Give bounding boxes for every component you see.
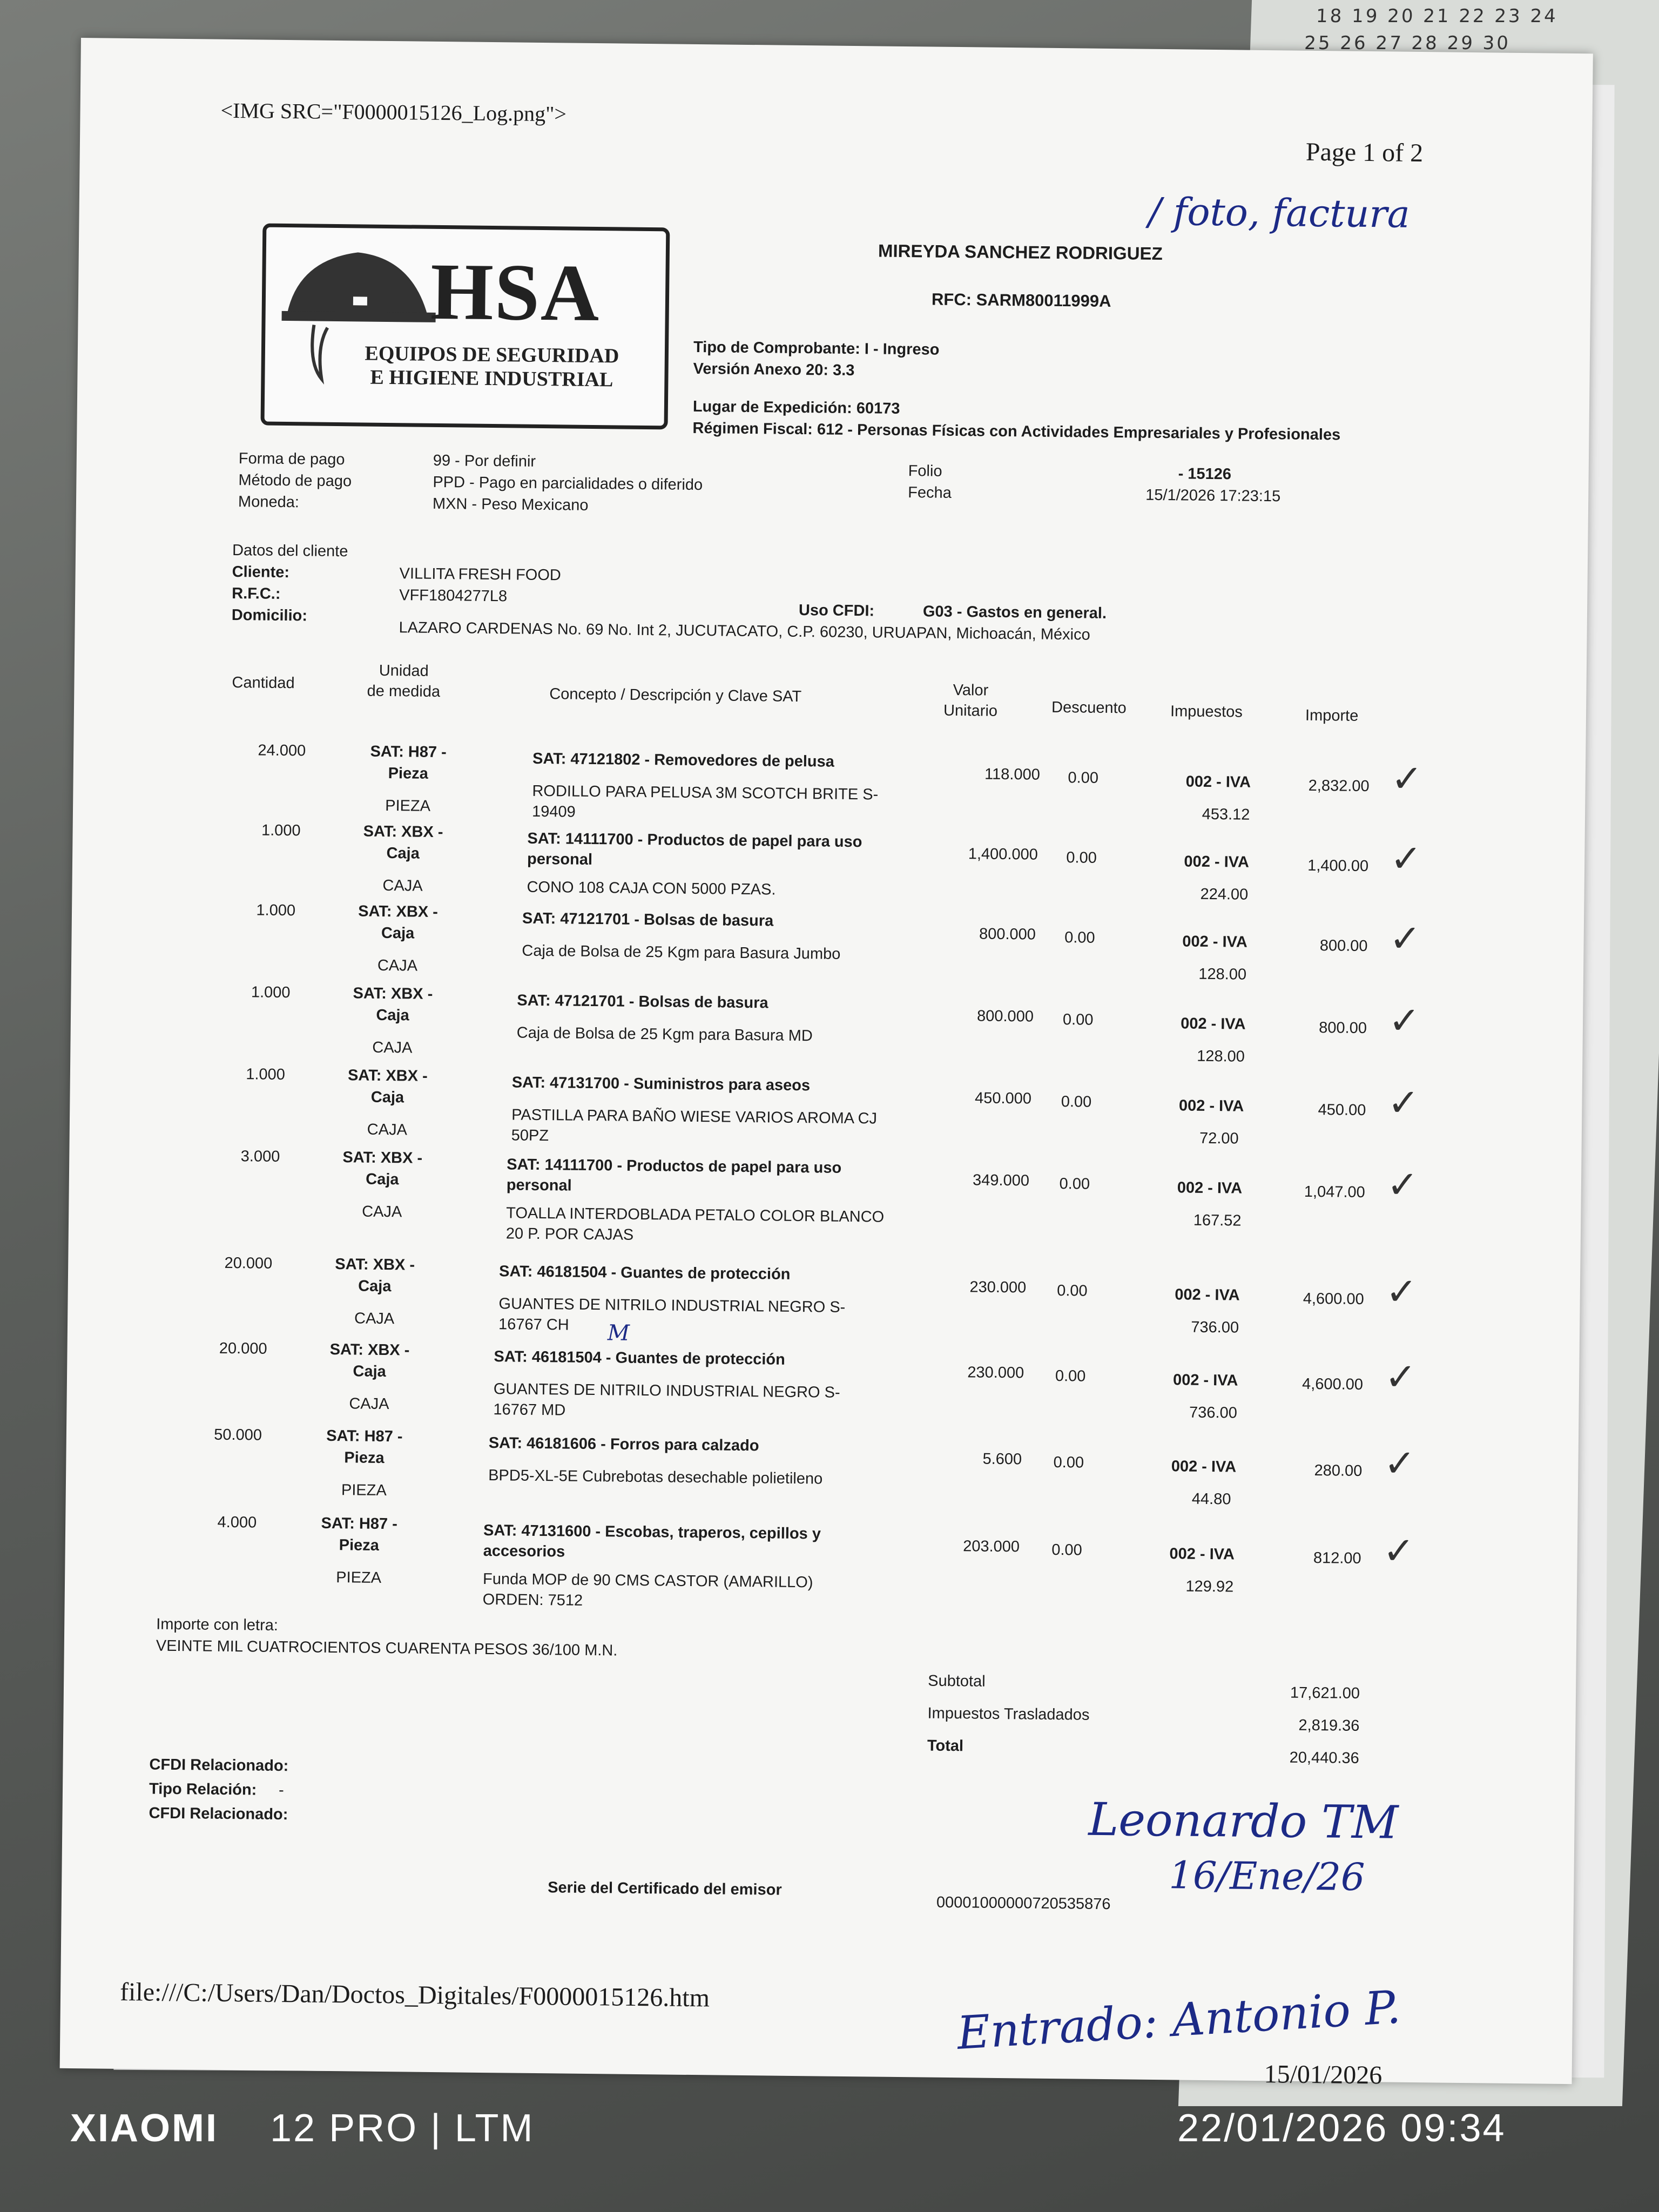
row-description: BPD5-XL-5E Cubrebotas desechable polietileno [488, 1467, 823, 1488]
row-tax: 002 - IVA [1175, 1286, 1240, 1304]
row-unit-price: 1,400.000 [968, 845, 1038, 864]
row-sat-unit: SAT: XBX - [363, 822, 443, 841]
tipo-comprobante: Tipo de Comprobante: I - Ingreso [693, 338, 940, 359]
check-mark-icon: ✓ [1387, 1080, 1420, 1125]
handwritten-signature-name: Leonardo TM [1088, 1792, 1399, 1849]
row-unit-price: 230.000 [967, 1364, 1024, 1382]
subtotal-label: Subtotal [928, 1672, 986, 1690]
row-sat-key: SAT: 47121701 - Bolsas de basura [522, 909, 774, 930]
page-number: Page 1 of 2 [1305, 137, 1424, 168]
row-description: CONO 108 CAJA CON 5000 PZAS. [527, 878, 776, 899]
row-unit-text: PIEZA [385, 797, 431, 815]
row-sat-key-2: personal [527, 850, 593, 868]
row-unit: Caja [386, 845, 420, 862]
row-sat-unit: SAT: XBX - [342, 1149, 423, 1167]
col-concepto: Concepto / Descripción y Clave SAT [549, 685, 802, 706]
row-unit-price: 203.000 [963, 1537, 1020, 1556]
row-unit: Caja [358, 1277, 392, 1296]
row-description-2: 19409 [531, 802, 576, 821]
handwritten-entrado: Entrado: Antonio P. [955, 1980, 1402, 2060]
row-tax: 002 - IVA [1171, 1458, 1237, 1476]
camera-model: 12 PRO | LTM [270, 2107, 535, 2150]
row-sat-key: SAT: 47131600 - Escobas, traperos, cepillos y [483, 1521, 821, 1543]
check-mark-icon: ✓ [1384, 1354, 1417, 1400]
lugar-expedicion: Lugar de Expedición: 60173 [692, 397, 900, 417]
row-discount: 0.00 [1062, 1011, 1094, 1029]
row-tax-amount: 167.52 [1193, 1211, 1242, 1230]
importe-letra-value: VEINTE MIL CUATROCIENTOS CUARENTA PESOS 36/100 M.N. [156, 1637, 618, 1660]
row-description-2: 16767 MD [493, 1401, 566, 1419]
handwritten-signature-date: 16/Ene/26 [1169, 1853, 1365, 1900]
row-description-2: 20 P. POR CAJAS [505, 1225, 634, 1244]
row-tax: 002 - IVA [1181, 1015, 1246, 1033]
row-unit-price: 800.000 [976, 1007, 1034, 1026]
check-mark-icon: ✓ [1388, 998, 1421, 1043]
serie-certificado-label: Serie del Certificado del emisor [548, 1879, 782, 1899]
row-tax-amount: 736.00 [1189, 1404, 1237, 1422]
check-mark-icon: ✓ [1389, 916, 1421, 961]
row-tax-amount: 224.00 [1200, 885, 1249, 903]
col-unidad-2: de medida [367, 682, 441, 701]
check-mark-icon: ✓ [1385, 1269, 1418, 1314]
row-amount: 450.00 [1318, 1101, 1366, 1120]
row-unit-price: 118.000 [984, 765, 1040, 784]
row-sat-unit: SAT: XBX - [358, 902, 439, 921]
check-mark-icon: ✓ [1386, 1162, 1419, 1208]
row-discount: 0.00 [1061, 1093, 1092, 1111]
row-amount: 812.00 [1313, 1549, 1361, 1567]
row-sat-key: SAT: 46181504 - Guantes de protección [494, 1348, 785, 1368]
row-sat-key: SAT: 47121802 - Removedores de pelusa [532, 750, 834, 771]
row-discount: 0.00 [1068, 769, 1099, 787]
check-mark-icon: ✓ [1384, 1441, 1416, 1486]
fecha-label: Fecha [908, 484, 952, 502]
file-path: file:///C:/Users/Dan/Doctos_Digitales/F0000015126.htm [119, 1977, 710, 2013]
check-mark-icon: ✓ [1382, 1528, 1415, 1574]
client-rfc-label: R.F.C.: [232, 584, 281, 603]
serie-certificado-value: 00001000000720535876 [936, 1893, 1111, 1913]
row-tax-amount: 129.92 [1185, 1577, 1234, 1596]
regimen-fiscal: Régimen Fiscal: 612 - Personas Físicas con Actividades Empresariales y Profesionales [692, 419, 1341, 444]
row-unit-text: CAJA [377, 956, 418, 975]
row-quantity: 24.000 [258, 741, 306, 760]
row-discount: 0.00 [1059, 1175, 1090, 1193]
row-sat-key: SAT: 47121701 - Bolsas de basura [517, 992, 768, 1012]
company-logo [261, 224, 670, 430]
row-unit: Caja [366, 1170, 399, 1189]
row-description-2: 16767 CH [498, 1316, 569, 1334]
row-quantity: 1.000 [256, 901, 296, 920]
cliente-label: Cliente: [232, 563, 290, 582]
version-anexo: Versión Anexo 20: 3.3 [693, 360, 855, 380]
row-tax: 002 - IVA [1169, 1545, 1235, 1563]
tipo-relacion-label: Tipo Relación: [149, 1780, 257, 1799]
row-unit-text: CAJA [349, 1395, 389, 1413]
row-quantity: 4.000 [217, 1513, 257, 1532]
row-unit: Caja [353, 1363, 386, 1381]
row-discount: 0.00 [1066, 849, 1097, 867]
row-quantity: 1.000 [261, 821, 301, 840]
calendar-row: 25 26 27 28 29 30 [1304, 32, 1511, 54]
row-description: GUANTES DE NITRILO INDUSTRIAL NEGRO S- [498, 1295, 846, 1316]
total-value: 20,440.36 [1289, 1749, 1359, 1767]
row-tax: 002 - IVA [1178, 1097, 1244, 1115]
logo-title: HSA [430, 246, 601, 339]
row-discount: 0.00 [1064, 929, 1095, 947]
row-unit-price: 230.000 [969, 1278, 1027, 1297]
row-unit-text: CAJA [362, 1203, 402, 1221]
moneda-label: Moneda: [238, 493, 300, 511]
subtotal-value: 17,621.00 [1290, 1684, 1360, 1702]
row-description-2: ORDEN: 7512 [482, 1590, 583, 1609]
camera-brand: XIAOMI [70, 2107, 219, 2150]
forma-pago-label: Forma de pago [238, 450, 345, 469]
row-description: Caja de Bolsa de 25 Kgm para Basura MD [516, 1024, 813, 1045]
row-tax: 002 - IVA [1184, 853, 1250, 871]
row-amount: 4,600.00 [1303, 1290, 1364, 1309]
row-discount: 0.00 [1051, 1541, 1082, 1559]
invoice-page [60, 38, 1593, 2090]
row-unit-price: 349.000 [972, 1171, 1030, 1190]
row-sat-unit: SAT: H87 - [370, 743, 447, 761]
row-unit-price: 5.600 [982, 1450, 1022, 1468]
row-unit: Caja [376, 1006, 409, 1024]
row-amount: 2,832.00 [1308, 777, 1370, 795]
row-tax-amount: 128.00 [1198, 965, 1247, 983]
row-quantity: 1.000 [251, 983, 291, 1002]
row-quantity: 1.000 [246, 1065, 286, 1084]
row-amount: 800.00 [1319, 937, 1368, 955]
impuestos-trasladados-value: 2,819.36 [1298, 1716, 1360, 1735]
row-sat-unit: SAT: XBX - [329, 1340, 410, 1359]
row-quantity: 20.000 [219, 1339, 267, 1358]
impuestos-trasladados-label: Impuestos Trasladados [927, 1704, 1090, 1724]
handwritten-note: / foto, factura [1148, 189, 1411, 237]
row-amount: 4,600.00 [1301, 1375, 1364, 1393]
row-description: GUANTES DE NITRILO INDUSTRIAL NEGRO S- [493, 1380, 840, 1401]
row-tax-amount: 44.80 [1191, 1490, 1231, 1508]
row-sat-key: SAT: 14111700 - Productos de papel para uso [527, 830, 862, 851]
row-sat-key: SAT: 14111700 - Productos de papel para uso [507, 1156, 842, 1177]
row-unit-text: CAJA [367, 1121, 408, 1139]
row-tax-amount: 736.00 [1191, 1318, 1239, 1337]
row-tax: 002 - IVA [1177, 1179, 1243, 1197]
col-importe: Importe [1305, 706, 1359, 725]
col-valor-2: Unitario [943, 702, 998, 720]
row-sat-key: SAT: 47131700 - Suministros para aseos [511, 1074, 811, 1095]
row-unit: Caja [381, 924, 415, 942]
col-cantidad: Cantidad [232, 673, 295, 692]
row-unit-text: CAJA [372, 1038, 413, 1057]
row-quantity: 3.000 [240, 1148, 280, 1165]
row-unit-text: CAJA [382, 876, 423, 895]
image-placeholder-text: <IMG SRC="F0000015126_Log.png"> [220, 98, 567, 126]
domicilio-label: Domicilio: [231, 606, 308, 625]
row-unit-text: PIEZA [341, 1481, 387, 1500]
row-sat-key: SAT: 46181504 - Guantes de protección [498, 1263, 791, 1283]
row-unit-text: CAJA [354, 1310, 395, 1328]
row-discount: 0.00 [1053, 1454, 1084, 1472]
moneda-value: MXN - Peso Mexicano [432, 495, 589, 514]
row-sat-key: SAT: 46181606 - Forros para calzado [488, 1434, 759, 1455]
cfdi-relacionado-label: CFDI Relacionado: [149, 1756, 289, 1775]
row-sat-key-2: accesorios [483, 1542, 565, 1561]
check-mark-icon: ✓ [1390, 836, 1422, 881]
total-label: Total [927, 1737, 964, 1755]
check-mark-icon: ✓ [1391, 756, 1423, 801]
issuer-name: MIREYDA SANCHEZ RODRIGUEZ [878, 240, 1163, 264]
client-rfc-value: VFF1804277L8 [399, 586, 508, 605]
row-sat-unit: SAT: XBX - [335, 1256, 415, 1274]
col-impuestos: Impuestos [1170, 703, 1243, 721]
row-amount: 800.00 [1319, 1019, 1367, 1037]
row-discount: 0.00 [1056, 1282, 1088, 1300]
row-description-2: 50PZ [511, 1127, 549, 1145]
cfdi-relacionado-label-2: CFDI Relacionado: [149, 1804, 288, 1824]
uso-cfdi-label: Uso CFDI: [798, 601, 875, 620]
row-amount: 1,400.00 [1307, 857, 1369, 875]
row-tax-amount: 128.00 [1197, 1047, 1245, 1065]
row-unit: Caja [370, 1088, 404, 1107]
printed-date: 15/01/2026 [1264, 2060, 1382, 2090]
domicilio-value: LAZARO CARDENAS No. 69 No. Int 2, JUCUTACATO, C.P. 60230, URUAPAN, Michoacán, México [399, 619, 1090, 644]
handwritten-glove-mark: M [607, 1320, 630, 1346]
row-tax: 002 - IVA [1185, 773, 1251, 791]
client-section-title: Datos del cliente [232, 541, 348, 561]
tipo-relacion-value: - [278, 1782, 284, 1799]
logo-subtitle [335, 341, 649, 392]
row-quantity: 50.000 [214, 1426, 262, 1444]
row-unit-text: PIEZA [336, 1569, 382, 1587]
row-unit: Pieza [344, 1449, 385, 1467]
row-description: PASTILLA PARA BAÑO WIESE VARIOS AROMA CJ [511, 1106, 878, 1128]
row-discount: 0.00 [1055, 1367, 1086, 1385]
logo-subtitle-line1: EQUIPOS DE SEGURIDAD [365, 342, 619, 368]
fecha-value: 15/1/2026 17:23:15 [1145, 486, 1281, 505]
row-tax: 002 - IVA [1182, 933, 1247, 951]
row-unit: Pieza [339, 1536, 380, 1554]
row-unit-price: 800.000 [979, 925, 1036, 943]
row-sat-unit: SAT: XBX - [347, 1067, 428, 1085]
col-unidad-1: Unidad [379, 662, 429, 680]
row-quantity: 20.000 [224, 1254, 273, 1272]
row-tax-amount: 453.12 [1202, 805, 1250, 824]
row-unit-price: 450.000 [974, 1089, 1032, 1108]
row-sat-unit: SAT: XBX - [353, 984, 433, 1003]
col-valor-1: Valor [953, 681, 989, 699]
row-sat-unit: SAT: H87 - [326, 1427, 403, 1446]
row-description: TOALLA INTERDOBLADA PETALO COLOR BLANCO [506, 1204, 885, 1226]
uso-cfdi-value: G03 - Gastos en general. [922, 603, 1107, 622]
logo-subtitle-line2: E HIGIENE INDUSTRIAL [370, 366, 613, 392]
folio-value: - 15126 [1178, 465, 1232, 483]
row-tax: 002 - IVA [1172, 1371, 1238, 1390]
row-sat-unit: SAT: H87 - [321, 1514, 398, 1533]
row-description: RODILLO PARA PELUSA 3M SCOTCH BRITE S- [532, 782, 879, 804]
forma-pago-value: 99 - Por definir [433, 451, 536, 470]
metodo-pago-label: Método de pago [238, 471, 352, 490]
importe-letra-label: Importe con letra: [156, 1615, 279, 1634]
row-sat-key-2: personal [506, 1176, 572, 1195]
camera-timestamp: 22/01/2026 09:34 [1177, 2107, 1506, 2150]
row-tax-amount: 72.00 [1199, 1129, 1239, 1148]
issuer-rfc: RFC: SARM80011999A [931, 289, 1111, 311]
metodo-pago-value: PPD - Pago en parcialidades o diferido [433, 473, 703, 494]
row-amount: 280.00 [1314, 1462, 1363, 1480]
calendar-row: 18 19 20 21 22 23 24 [1316, 5, 1559, 27]
col-descuento: Descuento [1051, 698, 1127, 717]
cliente-value: VILLITA FRESH FOOD [399, 565, 561, 584]
row-description: Funda MOP de 90 CMS CASTOR (AMARILLO) [482, 1570, 813, 1591]
row-amount: 1,047.00 [1304, 1183, 1365, 1202]
folio-label: Folio [908, 462, 942, 480]
row-unit: Pieza [388, 765, 429, 783]
row-description: Caja de Bolsa de 25 Kgm para Basura Jumbo [522, 942, 841, 963]
